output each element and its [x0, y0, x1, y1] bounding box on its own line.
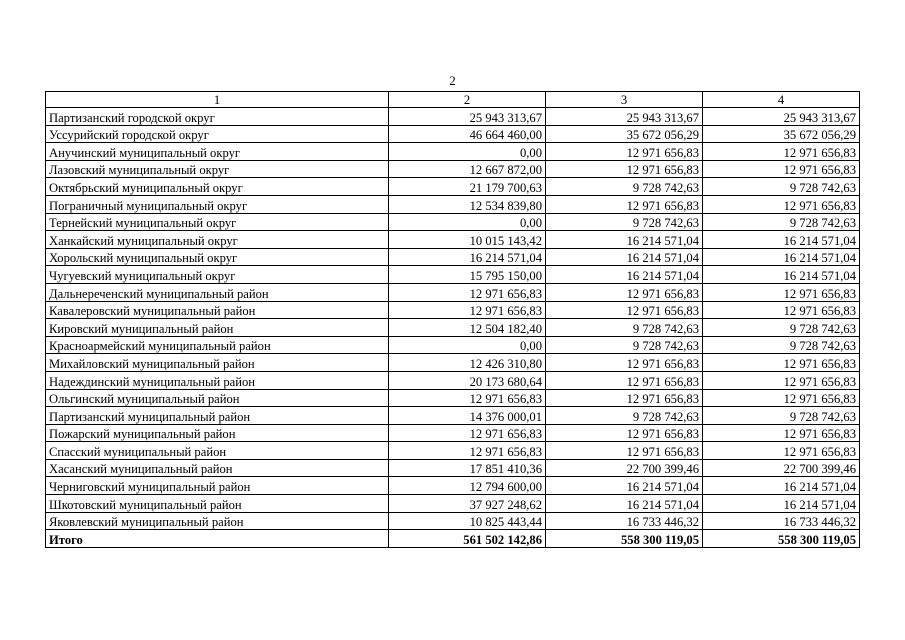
municipality-name-cell: Спасский муниципальный район: [46, 442, 389, 460]
total-amount-cell: 561 502 142,86: [389, 530, 546, 548]
amount-cell: 9 728 742,63: [546, 319, 703, 337]
table-row: [46, 424, 860, 442]
table-header-row: [46, 92, 860, 108]
amount-cell: 12 971 656,83: [546, 301, 703, 319]
table-row: [46, 319, 860, 337]
amount-cell: 16 214 571,04: [546, 495, 703, 513]
municipality-name-cell: Тернейский муниципальный округ: [46, 213, 389, 231]
table-row: [46, 371, 860, 389]
municipality-name-cell: Кировский муниципальный район: [46, 319, 389, 337]
amount-cell: 12 971 656,83: [546, 389, 703, 407]
amount-cell: 9 728 742,63: [546, 336, 703, 354]
municipality-name-cell: Хорольский муниципальный округ: [46, 248, 389, 266]
amount-cell: 12 971 656,83: [389, 442, 546, 460]
amount-cell: 16 214 571,04: [546, 248, 703, 266]
amount-cell: 12 504 182,40: [389, 319, 546, 337]
municipality-name-cell: Лазовский муниципальный округ: [46, 160, 389, 178]
amount-cell: 9 728 742,63: [703, 319, 860, 337]
municipality-name-cell: Пожарский муниципальный район: [46, 424, 389, 442]
amount-cell: 12 971 656,83: [546, 371, 703, 389]
amount-cell: 9 728 742,63: [703, 336, 860, 354]
table-row: [46, 283, 860, 301]
amount-cell: 22 700 399,46: [546, 459, 703, 477]
table-row: [46, 477, 860, 495]
amount-cell: 14 376 000,01: [389, 407, 546, 425]
amount-cell: 12 971 656,83: [389, 301, 546, 319]
municipality-name-cell: Шкотовский муниципальный район: [46, 495, 389, 513]
amount-cell: 16 214 571,04: [546, 266, 703, 284]
municipality-name-cell: Ольгинский муниципальный район: [46, 389, 389, 407]
municipality-name-cell: Партизанский городской округ: [46, 108, 389, 126]
table-row: [46, 266, 860, 284]
amount-cell: 25 943 313,67: [546, 108, 703, 126]
amount-cell: 12 971 656,83: [703, 424, 860, 442]
table-row: [46, 354, 860, 372]
municipality-name-cell: Красноармейский муниципальный район: [46, 336, 389, 354]
amount-cell: 46 664 460,00: [389, 125, 546, 143]
municipality-name-cell: Михайловский муниципальный район: [46, 354, 389, 372]
amount-cell: 16 214 571,04: [703, 477, 860, 495]
municipality-name-cell: Уссурийский городской округ: [46, 125, 389, 143]
amount-cell: 0,00: [389, 143, 546, 161]
amount-cell: 12 971 656,83: [546, 195, 703, 213]
table-row: [46, 407, 860, 425]
total-amount-cell: 558 300 119,05: [546, 530, 703, 548]
amount-cell: 9 728 742,63: [703, 178, 860, 196]
amount-cell: 35 672 056,29: [703, 125, 860, 143]
column-header: 3: [546, 92, 703, 108]
amount-cell: 9 728 742,63: [546, 178, 703, 196]
amount-cell: 25 943 313,67: [703, 108, 860, 126]
municipality-name-cell: Анучинский муниципальный округ: [46, 143, 389, 161]
table-row: [46, 178, 860, 196]
table-row: [46, 248, 860, 266]
amount-cell: 16 214 571,04: [389, 248, 546, 266]
amount-cell: 9 728 742,63: [703, 407, 860, 425]
amount-cell: 16 214 571,04: [703, 266, 860, 284]
amount-cell: 16 733 446,32: [546, 512, 703, 530]
municipality-name-cell: Черниговский муниципальный район: [46, 477, 389, 495]
table-row: [46, 459, 860, 477]
table-row: [46, 301, 860, 319]
municipality-name-cell: Партизанский муниципальный район: [46, 407, 389, 425]
amount-cell: 35 672 056,29: [546, 125, 703, 143]
amount-cell: 12 971 656,83: [389, 283, 546, 301]
amount-cell: 12 971 656,83: [546, 143, 703, 161]
amount-cell: 21 179 700,63: [389, 178, 546, 196]
municipality-name-cell: Яковлевский муниципальный район: [46, 512, 389, 530]
amount-cell: 12 794 600,00: [389, 477, 546, 495]
amount-cell: 12 534 839,80: [389, 195, 546, 213]
amount-cell: 12 971 656,83: [389, 389, 546, 407]
amount-cell: 16 214 571,04: [703, 231, 860, 249]
municipality-name-cell: Надеждинский муниципальный район: [46, 371, 389, 389]
table-total-row: [46, 530, 860, 548]
amount-cell: 20 173 680,64: [389, 371, 546, 389]
amount-cell: 16 214 571,04: [546, 231, 703, 249]
amount-cell: 10 015 143,42: [389, 231, 546, 249]
municipality-name-cell: Чугуевский муниципальный округ: [46, 266, 389, 284]
amount-cell: 10 825 443,44: [389, 512, 546, 530]
amount-cell: 12 971 656,83: [703, 389, 860, 407]
amount-cell: 9 728 742,63: [546, 213, 703, 231]
amount-cell: 12 971 656,83: [703, 442, 860, 460]
amount-cell: 12 971 656,83: [703, 371, 860, 389]
amount-cell: 22 700 399,46: [703, 459, 860, 477]
table-row: [46, 195, 860, 213]
column-header: 1: [46, 92, 389, 108]
municipality-name-cell: Кавалеровский муниципальный район: [46, 301, 389, 319]
amount-cell: 15 795 150,00: [389, 266, 546, 284]
municipality-name-cell: Хасанский муниципальный район: [46, 459, 389, 477]
municipality-name-cell: Октябрьский муниципальный округ: [46, 178, 389, 196]
amount-cell: 16 214 571,04: [546, 477, 703, 495]
amount-cell: 0,00: [389, 336, 546, 354]
budget-table: [45, 91, 860, 548]
table-row: [46, 143, 860, 161]
amount-cell: 12 426 310,80: [389, 354, 546, 372]
total-label-cell: Итого: [46, 530, 389, 548]
amount-cell: 25 943 313,67: [389, 108, 546, 126]
table-row: [46, 336, 860, 354]
amount-cell: 12 971 656,83: [703, 283, 860, 301]
amount-cell: 12 971 656,83: [546, 354, 703, 372]
municipality-name-cell: Дальнереченский муниципальный район: [46, 283, 389, 301]
table-row: [46, 231, 860, 249]
amount-cell: 12 667 872,00: [389, 160, 546, 178]
amount-cell: 17 851 410,36: [389, 459, 546, 477]
table-row: [46, 108, 860, 126]
municipality-name-cell: Ханкайский муниципальный округ: [46, 231, 389, 249]
amount-cell: 12 971 656,83: [703, 301, 860, 319]
table-row: [46, 495, 860, 513]
amount-cell: 12 971 656,83: [389, 424, 546, 442]
amount-cell: 12 971 656,83: [546, 442, 703, 460]
amount-cell: 16 214 571,04: [703, 495, 860, 513]
table-row: [46, 512, 860, 530]
amount-cell: 12 971 656,83: [703, 143, 860, 161]
amount-cell: 12 971 656,83: [703, 354, 860, 372]
table-row: [46, 389, 860, 407]
amount-cell: 12 971 656,83: [546, 283, 703, 301]
table-row: [46, 160, 860, 178]
column-header: 4: [703, 92, 860, 108]
amount-cell: 12 971 656,83: [703, 195, 860, 213]
amount-cell: 16 733 446,32: [703, 512, 860, 530]
amount-cell: 12 971 656,83: [546, 424, 703, 442]
amount-cell: 37 927 248,62: [389, 495, 546, 513]
amount-cell: 12 971 656,83: [546, 160, 703, 178]
amount-cell: 9 728 742,63: [546, 407, 703, 425]
page-number: 2: [449, 73, 456, 88]
table-row: [46, 213, 860, 231]
amount-cell: 12 971 656,83: [703, 160, 860, 178]
amount-cell: 16 214 571,04: [703, 248, 860, 266]
table-row: [46, 125, 860, 143]
amount-cell: 9 728 742,63: [703, 213, 860, 231]
municipality-name-cell: Пограничный муниципальный округ: [46, 195, 389, 213]
amount-cell: 0,00: [389, 213, 546, 231]
column-header: 2: [389, 92, 546, 108]
total-amount-cell: 558 300 119,05: [703, 530, 860, 548]
table-row: [46, 442, 860, 460]
